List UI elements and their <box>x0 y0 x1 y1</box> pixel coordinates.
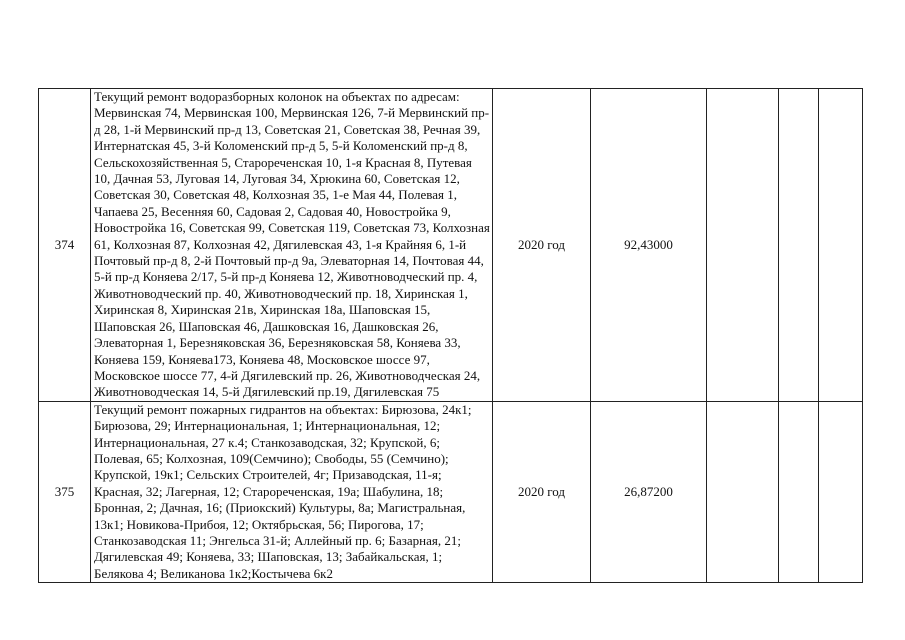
empty-cell <box>707 401 779 582</box>
empty-cell <box>779 401 819 582</box>
row-description <box>91 89 493 402</box>
row-amount: 26,87200 <box>591 401 707 582</box>
row-number: 374 <box>39 89 91 402</box>
row-description <box>91 401 493 582</box>
row-description-text: Текущий ремонт пожарных гидрантов на объектах: Бирюзова, 24к1; Бирюзова, 29; Интернациональная, 1; Интернациональная, 12; Интернациональная, 27 к.4; Станкозаводская, 32; Крупской, 6; Полевая, 65; Колхозная, 109(Семчино); Свободы, 55 (Семчино); Крупской, 19к1; Сельских Строителей, 4г; Призаводская, 11-я; Красная, 32; Лагерная, 12; Старореченская, 19а; Шабулина, 18; Бронная, 2; Дачная, 16; (Приокский) Культуры, 8а; Магистральная, 13к1; Новикова-Прибоя, 12; Октябрьская, 56; Пирогова, 17; Станкозаводская 11; Энгельса 31-й; Аллейный пр. 6; Базарная, 21; Дягилевская 49; Коняева, 33; Шаповская, 13; Забайкальская, 1; Белякова 4; Великанова 1к2;Костычева 6к2 <box>94 401 472 581</box>
table-row <box>39 89 863 402</box>
row-number: 375 <box>39 401 91 582</box>
table-row <box>39 401 863 582</box>
row-year: 2020 год <box>493 89 591 402</box>
empty-cell <box>819 89 863 402</box>
row-amount: 92,43000 <box>591 89 707 402</box>
empty-cell <box>779 89 819 402</box>
empty-cell <box>819 401 863 582</box>
works-table <box>38 88 863 583</box>
row-year: 2020 год <box>493 401 591 582</box>
empty-cell <box>707 89 779 402</box>
row-description-text: Текущий ремонт водоразборных колонок на объектах по адресам: Мервинская 74, Мервинская 100, Мервинская 126, 7-й Мервинский пр-д 28, 1-й Мервинский пр-д 13, Советская 21, Советская 38, Речная 39, Интернатская 45, 3-й Коломенский пр-д 5, 5-й Коломенский пр-д 8, Сельскохозяйственная 5, Старореченская 10, 1-я Красная 8, Путевая 10, Дачная 53, Луговая 14, Луговая 34, Хрюкина 60, Советская 12, Советская 30, Советская 48, Колхозная 35, 1-е Мая 44, Полевая 1, Чапаева 25, Весенняя 60, Садовая 2, Садовая 40, Новостройка 9, Новостройка 16, Советская 99, Советская 119, Советская 73, Колхозная 61, Колхозная 87, Колхозная 42, Дягилевская 43, 1-я Крайняя 6, 1-й Почтовый пр-д 8, 2-й Почтовый пр-д 9а, Элеваторная 14, Почтовая 44, 5-й пр-д Коняева 2/17, 5-й пр-д Коняева 12, Животноводческий пр. 4, Животноводческий пр. 40, Животноводческий пр. 18, Хиринская 1, Хиринская 8, Хиринская 21в, Хиринская 18а, Шаповская 15, Шаповская 26, Шаповская 46, Дашковская 16, Дашковская 26, Элеваторная 1, Березняковская 36, Березняковская 58, Коняева 33, Коняева 159, Коняева173, Коняева 48, Московское шоссе 97, Московское шоссе 77, 4-й Дягилевский пр. 26, Животноводческая 24, Животноводческая 14, 5-й Дягилевский пр.19, Дягилевская 75 <box>94 89 490 400</box>
